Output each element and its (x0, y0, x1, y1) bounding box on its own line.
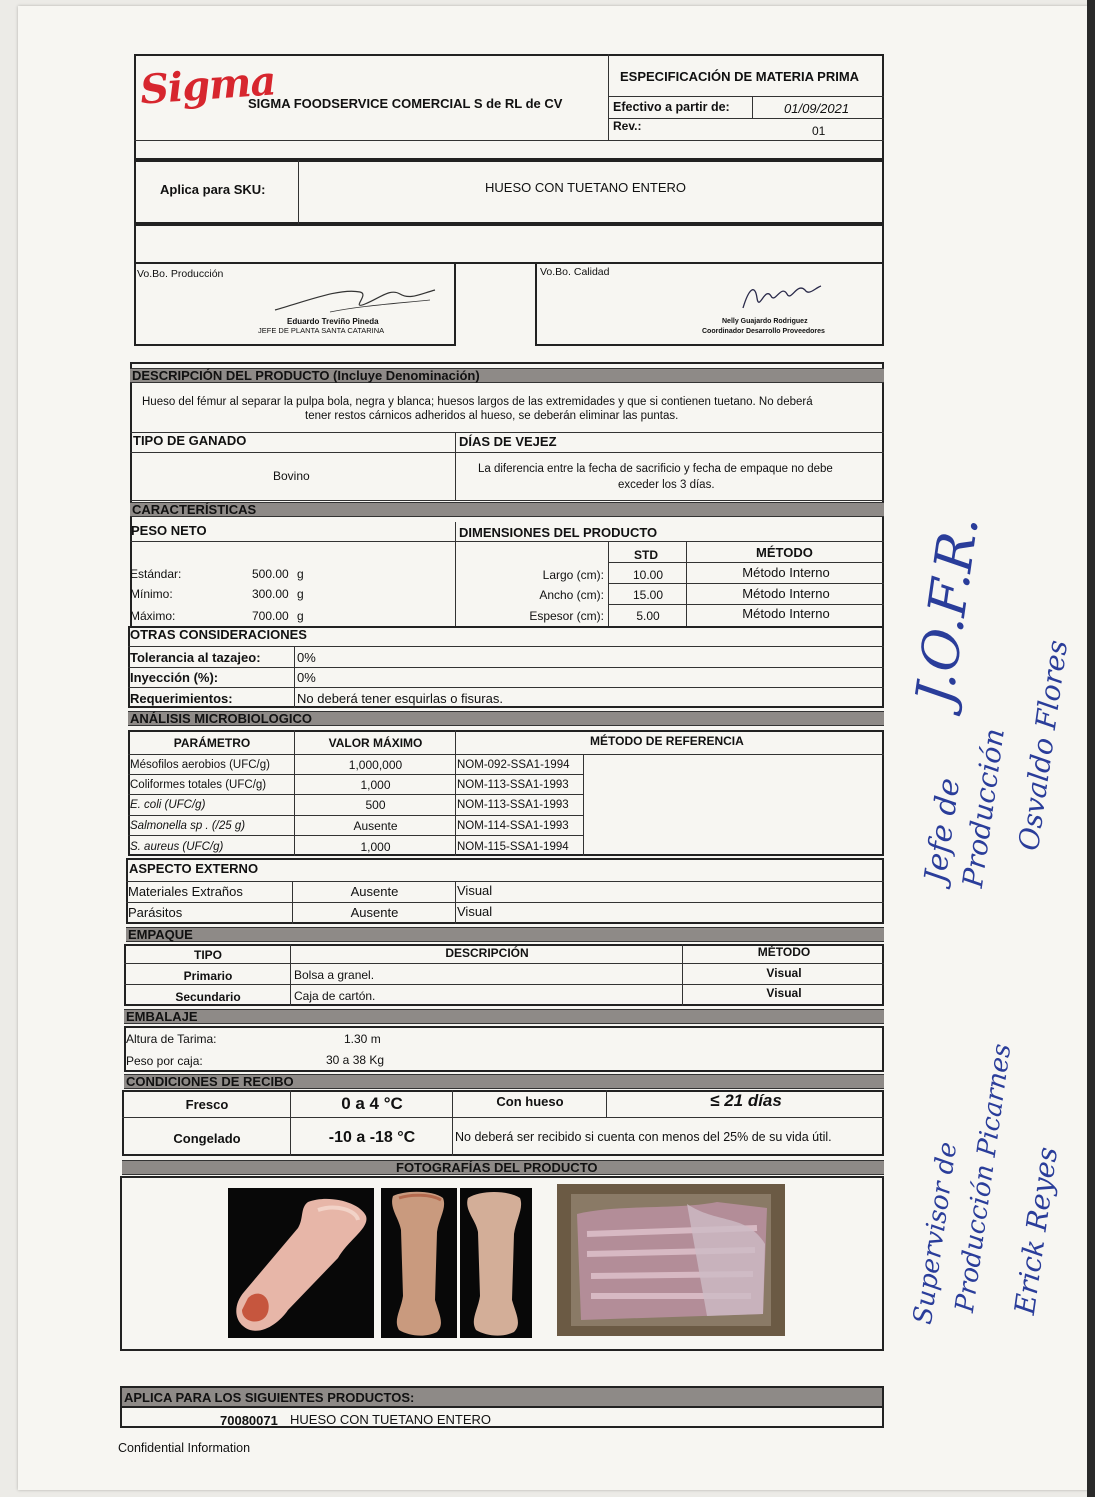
embalaje-box (124, 1026, 884, 1072)
otras-label-1: Inyección (%): (130, 670, 219, 685)
micro-metodo-2: NOM-113-SSA1-1993 (457, 799, 569, 811)
quality-signer-name: Nelly Guajardo Rodriguez (722, 318, 808, 325)
micro-metodo-header: MÉTODO DE REFERENCIA (590, 734, 744, 748)
sigma-logo: Sigma (138, 57, 277, 114)
empaque-metodo-1: Visual (766, 986, 802, 1000)
dim-std-0: 10.00 (632, 568, 664, 582)
aplica-bar (120, 1386, 884, 1408)
sku-label: Aplica para SKU: (160, 182, 266, 197)
effective-date: 01/09/2021 (784, 101, 850, 116)
recibo-dias: ≤ 21 días (710, 1091, 782, 1110)
otras-value-1: 0% (297, 670, 316, 685)
empaque-bar (126, 927, 884, 942)
micro-valor-3: Ausente (353, 819, 398, 833)
blank-row (134, 224, 884, 264)
quality-approval-label: Vo.Bo. Calidad (540, 266, 610, 278)
micro-metodo-0: NOM-092-SSA1-1994 (457, 759, 570, 771)
otras-title: OTRAS CONSIDERACIONES (130, 627, 307, 642)
otras-label-2: Requerimientos: (130, 691, 233, 706)
handwritten-note-2b: Producción Picarnes (950, 1041, 1018, 1315)
micro-valor-1: 1,000 (360, 778, 391, 792)
caracteristicas-title: CARACTERÍSTICAS (132, 502, 257, 517)
dim-std-2: 5.00 (636, 609, 660, 623)
tipo-ganado-value: Bovino (273, 469, 310, 483)
micro-param-0: Mésofilos aerobios (UFC/g) (130, 759, 270, 771)
product-photo-bone-3 (460, 1188, 532, 1338)
production-signature (270, 280, 440, 320)
micro-valor-4: 1,000 (360, 840, 391, 854)
embalaje-peso-label: Peso por caja: (126, 1054, 203, 1068)
description-bar (130, 368, 884, 383)
product-photo-bone-1 (228, 1188, 374, 1338)
empaque-title: EMPAQUE (128, 927, 193, 942)
recibo-bar (124, 1074, 884, 1089)
empaque-tipo-header: TIPO (193, 948, 222, 962)
micro-title: ANÁLISIS MICROBIOLOGICO (130, 711, 312, 726)
product-photo-bone-2 (381, 1188, 457, 1338)
recibo-congelado-temp: -10 a -18 °C (328, 1129, 416, 1146)
dias-vejez-label: DÍAS DE VEJEZ (459, 434, 557, 449)
micro-metodo-3: NOM-114-SSA1-1993 (457, 820, 569, 832)
dim-method-1: Método Interno (742, 586, 830, 601)
page-edge (1087, 0, 1095, 1497)
production-approval-label: Vo.Bo. Producción (137, 268, 224, 280)
handwritten-note-1c: Osvaldo Flores (1012, 638, 1075, 853)
dim-label-1: Ancho (cm): (539, 588, 604, 602)
empaque-desc-0: Bolsa a granel. (294, 968, 375, 982)
dimensiones-title: DIMENSIONES DEL PRODUCTO (459, 525, 658, 540)
recibo-congelado-label: Congelado (173, 1131, 241, 1146)
metodo-header: MÉTODO (756, 545, 813, 560)
embalaje-peso-value: 30 a 38 Kg (326, 1053, 385, 1067)
micro-bar (128, 711, 884, 726)
rev-value: 01 (812, 124, 826, 138)
fotos-title: FOTOGRAFÍAS DEL PRODUCTO (396, 1160, 598, 1175)
micro-metodo-4: NOM-115-SSA1-1994 (457, 841, 569, 853)
aplica-product-name: HUESO CON TUETANO ENTERO (290, 1412, 492, 1427)
rev-label: Rev.: (613, 119, 642, 133)
sku-value: HUESO CON TUETANO ENTERO (485, 180, 687, 195)
recibo-congelado-note: No deberá ser recibido si cuenta con menos del 25% de su vida útil. (455, 1130, 832, 1144)
peso-value-2: 700.00 (252, 609, 289, 623)
aspecto-method-0: Visual (457, 883, 493, 898)
empaque-desc-header: DESCRIPCIÓN (445, 946, 529, 960)
otras-label-0: Tolerancia al tazajeo: (130, 650, 261, 665)
dim-label-0: Largo (cm): (542, 568, 604, 582)
aspecto-label-1: Parásitos (128, 905, 183, 920)
micro-param-3: Salmonella sp . (/25 g) (130, 820, 246, 832)
recibo-fresco-temp: 0 a 4 °C (341, 1094, 403, 1113)
product-photo-box (557, 1184, 785, 1336)
aspecto-title: ASPECTO EXTERNO (129, 861, 259, 876)
empaque-tipo-0: Primario (183, 969, 233, 983)
tipo-ganado-label: TIPO DE GANADO (133, 433, 247, 448)
aplica-title: APLICA PARA LOS SIGUIENTES PRODUCTOS: (124, 1390, 415, 1405)
caracteristicas-bar (130, 502, 884, 517)
dias-vejez-line-1: La diferencia entre la fecha de sacrificio y fecha de empaque no debe (478, 463, 833, 475)
company-name: SIGMA FOODSERVICE COMERCIAL S de RL de CV (248, 96, 563, 111)
quality-signature (735, 278, 825, 320)
peso-unit-1: g (297, 587, 304, 601)
handwritten-note-1b: Producción (956, 726, 1011, 890)
quality-signer-role: Coordinador Desarrollo Proveedores (702, 328, 825, 335)
std-header: STD (634, 548, 658, 562)
empaque-tipo-1: Secundario (175, 990, 241, 1004)
effective-label: Efectivo a partir de: (613, 100, 730, 114)
micro-param-4: S. aureus (UFC/g) (130, 841, 224, 853)
embalaje-altura-value: 1.30 m (344, 1032, 381, 1046)
peso-label-2: Máximo: (130, 609, 176, 623)
document-title: ESPECIFICACIÓN DE MATERIA PRIMA (620, 69, 860, 84)
embalaje-bar (124, 1009, 884, 1024)
peso-value-0: 500.00 (252, 567, 289, 581)
peso-unit-2: g (297, 609, 304, 623)
description-title: DESCRIPCIÓN DEL PRODUCTO (Incluye Denominación) (132, 368, 480, 383)
empaque-desc-1: Caja de cartón. (294, 989, 376, 1003)
aplica-product-code: 70080071 (220, 1413, 278, 1428)
dim-std-1: 15.00 (632, 588, 664, 602)
peso-value-1: 300.00 (252, 587, 289, 601)
micro-param-header: PARÁMETRO (173, 736, 251, 750)
micro-metodo-1: NOM-113-SSA1-1993 (457, 779, 569, 791)
handwritten-note-2a: Supervisor de (908, 1140, 964, 1327)
handwritten-note-2c: Erick Reyes (1008, 1144, 1065, 1317)
handwritten-initials: J.O.F.R. (905, 512, 991, 709)
recibo-con-hueso: Con hueso (496, 1094, 564, 1109)
aspecto-value-1: Ausente (350, 905, 399, 920)
empaque-metodo-0: Visual (766, 966, 802, 980)
aspecto-method-1: Visual (457, 904, 493, 919)
peso-label-1: Mínimo: (130, 587, 173, 601)
dim-method-2: Método Interno (742, 606, 830, 621)
dias-vejez-line-2: exceder los 3 días. (618, 479, 715, 491)
peso-neto-title: PESO NETO (131, 523, 207, 538)
aspecto-value-0: Ausente (350, 884, 399, 899)
peso-label-0: Estándar: (130, 567, 182, 581)
micro-valor-2: 500 (365, 798, 386, 812)
micro-valor-0: 1,000,000 (348, 758, 403, 772)
production-signer-name: Eduardo Treviño Pineda (287, 317, 379, 326)
embalaje-title: EMBALAJE (126, 1009, 198, 1024)
handwritten-note-1a: Jefe de (918, 775, 968, 885)
description-line-1: Hueso del fémur al separar la pulpa bola, negra y blanca; huesos largos de las extremidades y que si contienen tuetano. No deberá (142, 396, 813, 408)
empaque-metodo-header: MÉTODO (757, 945, 811, 959)
micro-param-2: E. coli (UFC/g) (130, 799, 206, 811)
otras-value-0: 0% (297, 650, 316, 665)
fotos-bar (122, 1160, 884, 1175)
embalaje-altura-label: Altura de Tarima: (126, 1032, 217, 1046)
otras-value-2: No deberá tener esquirlas o fisuras. (297, 691, 503, 706)
production-signer-role: JEFE DE PLANTA SANTA CATARINA (258, 326, 385, 335)
confidential-footer: Confidential Information (118, 1441, 251, 1455)
peso-unit-0: g (297, 567, 304, 581)
description-line-2: tener restos cárnicos adheridos al hueso, se deberán eliminar las puntas. (305, 410, 679, 422)
dim-label-2: Espesor (cm): (529, 609, 604, 623)
dim-method-0: Método Interno (742, 565, 830, 580)
recibo-fresco-label: Fresco (185, 1097, 229, 1112)
recibo-title: CONDICIONES DE RECIBO (126, 1074, 294, 1089)
micro-param-1: Coliformes totales (UFC/g) (130, 779, 267, 791)
micro-valor-header: VALOR MÁXIMO (328, 736, 423, 750)
aspecto-label-0: Materiales Extraños (128, 884, 243, 899)
